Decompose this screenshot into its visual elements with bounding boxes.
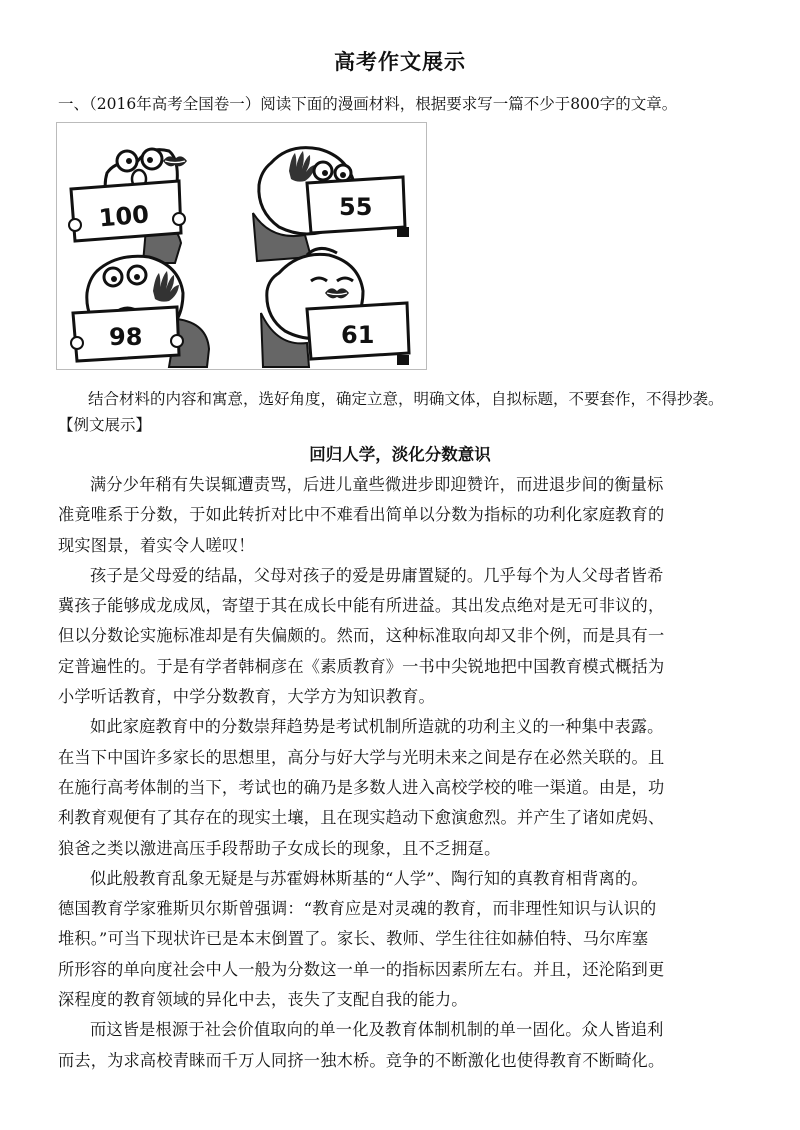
comic-score-3: 98 — [109, 323, 143, 351]
essay-line: 而去，为求高校青睐而千万人同挤一独木桥。竞争的不断激化也使得教育不断畸化。 — [58, 1050, 665, 1070]
essay-prompt: 一、（2016年高考全国卷一）阅读下面的漫画材料，根据要求写一篇不少于800字的文章。 — [58, 95, 678, 113]
essay-line: 定普遍性的。于是有学者韩桐彦在《素质教育》一书中尖锐地把中国教育模式概括为 — [58, 656, 665, 676]
essay-line: 深程度的教育领域的异化中去，丧失了支配自我的能力。 — [58, 990, 468, 1010]
essay-line: 利教育观便有了其存在的现实土壤，且在现实趋动下愈演愈烈。并产生了诸如虎妈、 — [58, 808, 665, 828]
page-title: 高考作文展示 — [334, 50, 466, 74]
sample-essay-label: 【例文展示】 — [58, 416, 152, 434]
essay-line: 而这皆是根源于社会价值取向的单一化及教育体制机制的单一固化。众人皆追利 — [90, 1020, 664, 1040]
essay-line: 在当下中国许多家长的思想里，高分与好大学与光明未来之间是存在必然关联的。且 — [58, 747, 665, 767]
essay-line: 狼爸之类以激进高压手段帮助子女成长的现象，且不乏拥趸。 — [58, 838, 501, 858]
comic-score-1: 100 — [97, 200, 151, 233]
comic-panel-1 — [69, 149, 187, 263]
essay-line: 在施行高考体制的当下，考试也的确乃是多数人进入高校学校的唯一渠道。由是，功 — [58, 777, 665, 797]
essay-line: 小学听话教育，中学分数教育，大学方为知识教育。 — [58, 687, 435, 707]
essay-line: 准竟唯系于分数，于如此转折对比中不难看出简单以分数为指标的功利化家庭教育的 — [58, 505, 665, 525]
essay-body — [58, 470, 758, 1076]
essay-line: 似此般教育乱象无疑是与苏霍姆林斯基的“人学”、陶行知的真教育相背离的。 — [90, 868, 648, 888]
comic-score-4: 61 — [341, 321, 375, 349]
comic-svg — [57, 123, 426, 369]
comic-panel-4 — [261, 248, 409, 367]
comic-illustration — [56, 122, 427, 370]
essay-line: 冀孩子能够成龙成凤，寄望于其在成长中能有所进益。其出发点绝对是无可非议的， — [58, 596, 665, 616]
writing-instruction: 结合材料的内容和寓意，选好角度，确定立意，明确文体，自拟标题，不要套作，不得抄袭。 — [88, 390, 724, 408]
essay-line: 孩子是父母爱的结晶，父母对孩子的爱是毋庸置疑的。几乎每个为人父母者皆希 — [90, 565, 664, 585]
essay-title: 回归人学，淡化分数意识 — [309, 445, 491, 464]
comic-score-2: 55 — [339, 193, 373, 221]
essay-line: 但以分数论实施标准却是有失偏颇的。然而，这种标准取向却又非个例，而是具有一 — [58, 626, 665, 646]
essay-line: 堆积。”可当下现状许已是本末倒置了。家长、教师、学生往往如赫伯特、马尔库塞 — [58, 929, 649, 949]
essay-line: 满分少年稍有失误辄遭责骂，后进儿童些微进步即迎赞许，而进退步间的衡量标 — [90, 475, 664, 494]
essay-line: 现实图景，着实令人嗟叹！ — [58, 535, 255, 555]
comic-panel-3 — [71, 256, 209, 367]
essay-line: 如此家庭教育中的分数崇拜趋势是考试机制所造就的功利主义的一种集中表露。 — [90, 717, 664, 737]
essay-line: 所形容的单向度社会中人一般为分数这一单一的指标因素所左右。并且，还沦陷到更 — [58, 959, 665, 979]
essay-line: 德国教育学家雅斯贝尔斯曾强调：“教育应是对灵魂的教育，而非理性知识与认识的 — [58, 899, 657, 919]
comic-panel-2 — [253, 148, 409, 261]
